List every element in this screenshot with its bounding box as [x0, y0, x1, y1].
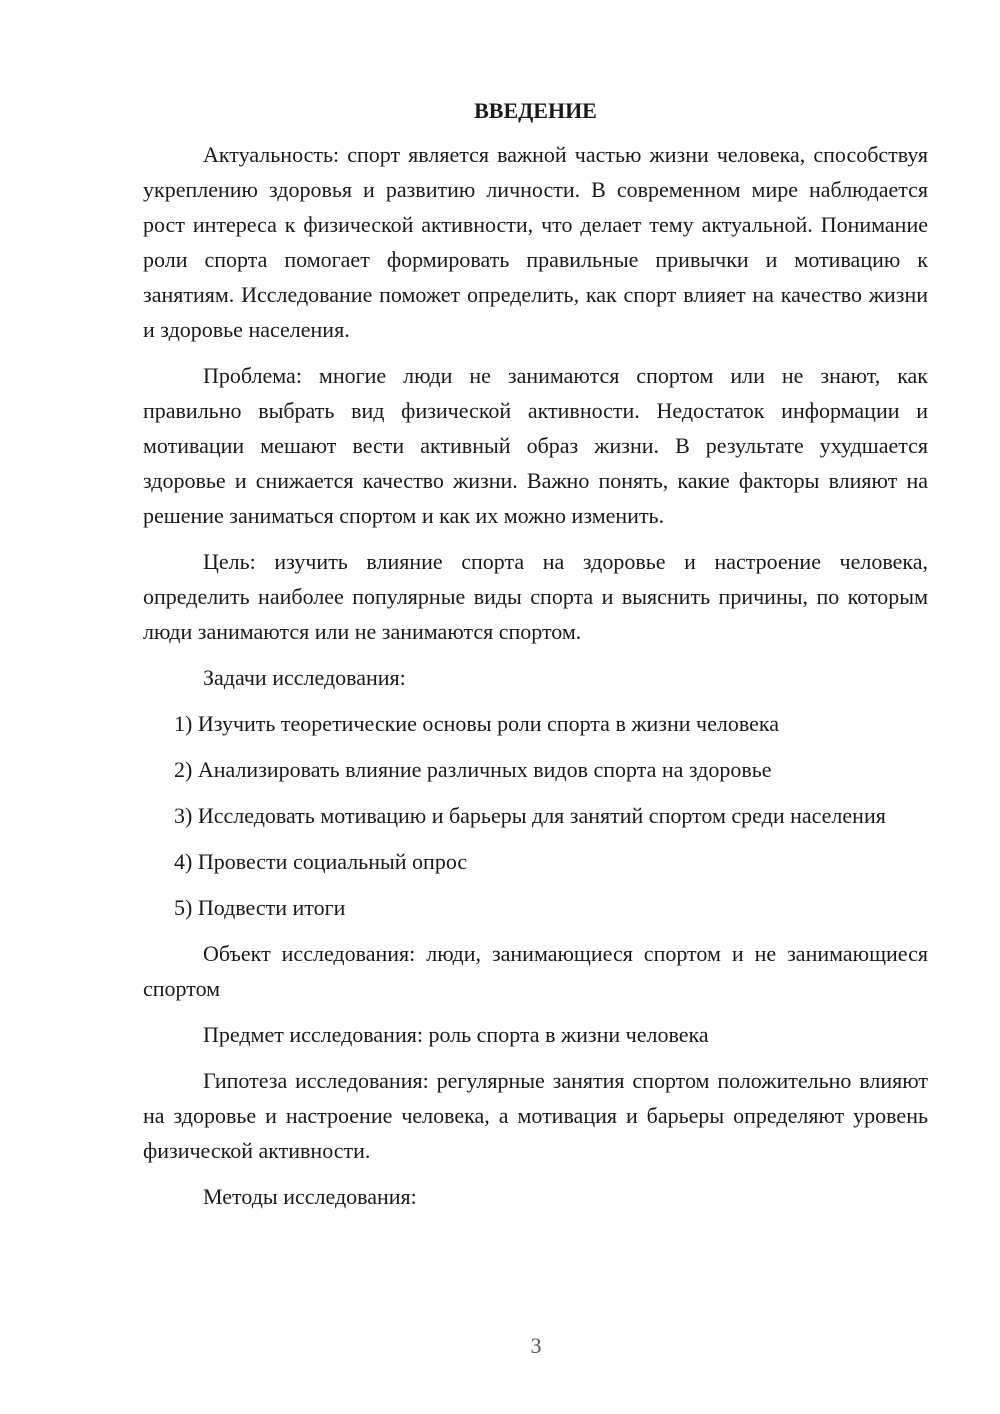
document-body: [143, 96, 928, 1225]
paragraph-relevance: Актуальность: спорт является важной частью жизни человека, способствуя укреплению здоровья и развитию личности. В современном мире наблюдается рост интереса к физической активности, что делает тему актуальной. Понимание роли спорта помогает формировать правильные привычки и мотивацию к занятиям. Исследование поможет определить, как спорт влияет на качество жизни и здоровье населения.: [143, 142, 928, 342]
tasks-heading: Задачи исследования:: [203, 665, 406, 690]
paragraph-goal: Цель: изучить влияние спорта на здоровье и настроение человека, определить наиболее популярные виды спорта и выяснить причины, по которым люди занимаются или не занимаются спортом.: [143, 549, 928, 644]
task-item: 1) Изучить теоретические основы роли спорта в жизни человека: [174, 711, 779, 736]
paragraph-object: Объект исследования: люди, занимающиеся спортом и не занимающиеся спортом: [143, 941, 928, 1001]
task-item: 2) Анализировать влияние различных видов спорта на здоровье: [174, 757, 772, 782]
paragraph-subject: Предмет исследования: роль спорта в жизни человека: [203, 1022, 709, 1047]
task-item: 3) Исследовать мотивацию и барьеры для занятий спортом среди населения: [174, 803, 886, 828]
page-number: 3: [530, 1333, 542, 1358]
task-item: 5) Подвести итоги: [174, 895, 346, 920]
paragraph-hypothesis: Гипотеза исследования: регулярные занятия спортом положительно влияют на здоровье и настроение человека, а мотивация и барьеры определяют уровень физической активности.: [143, 1068, 928, 1163]
page-title: ВВЕДЕНИЕ: [474, 98, 597, 123]
task-item: 4) Провести социальный опрос: [174, 849, 468, 874]
paragraph-methods: Методы исследования:: [203, 1184, 417, 1209]
paragraph-problem: Проблема: многие люди не занимаются спортом или не знают, как правильно выбрать вид физической активности. Недостаток информации и мотивации мешают вести активный образ жизни. В результате ухудшается здоровье и снижается качество жизни. Важно понять, какие факторы влияют на решение заниматься спортом и как их можно изменить.: [143, 363, 928, 528]
